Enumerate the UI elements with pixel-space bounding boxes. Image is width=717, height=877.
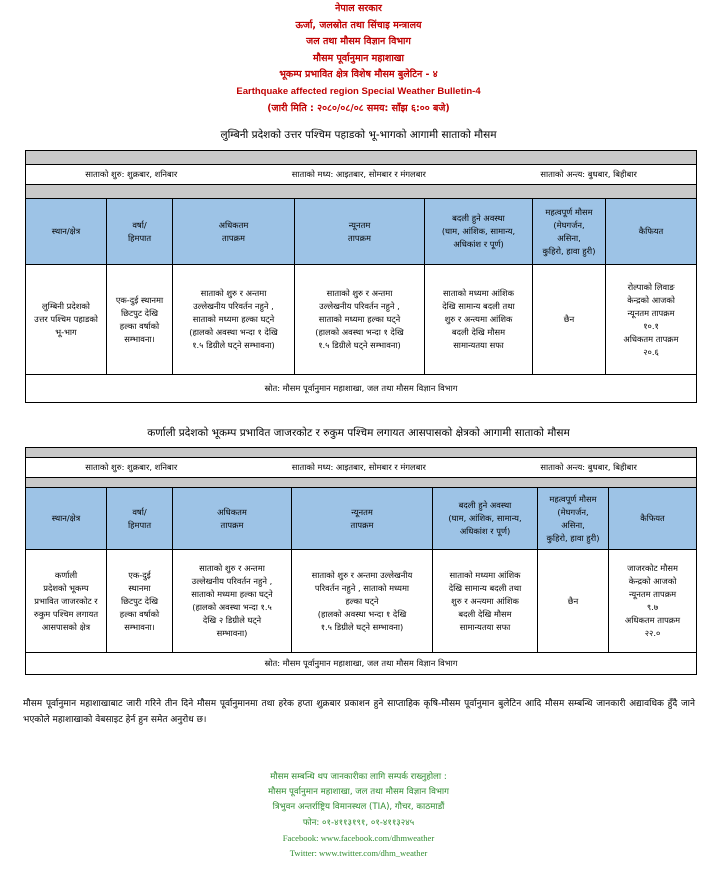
col-tmax <box>173 488 292 550</box>
cell-line: उल्लेखनीय परिवर्तन नहुने , <box>191 576 273 586</box>
cell-line: रोल्पाको लिवाङ <box>627 281 675 292</box>
source-note: स्रोत: मौसम पूर्वानुमान महाशाखा, जल तथा मौसम विज्ञान विभाग <box>26 375 697 403</box>
cell-line: कुहिरो, हावा हुरी) <box>546 532 600 543</box>
week-end: साताको अन्त्य: बुधबार, बिहीबार <box>540 169 637 179</box>
col-cloud <box>425 199 533 265</box>
cell-line: न्यूनतम तापक्रम <box>628 589 677 599</box>
col-cloud <box>433 488 538 550</box>
cell-line: स्थानमा <box>128 582 151 593</box>
cell-line: बदली हुने अवस्था <box>452 213 505 223</box>
cell-cloud <box>433 550 538 653</box>
cell-tmin <box>292 550 433 653</box>
cell-line: परिवर्तन नहुने , साताको मध्यमा <box>314 582 410 593</box>
cell-line: लुम्बिनी प्रदेशको <box>42 301 90 311</box>
week-row <box>26 458 697 478</box>
col-tmin <box>292 488 433 550</box>
cell-line: प्रभावित जाजरकोट र <box>34 595 98 606</box>
cell-line: साताको शुरु र अन्तमा <box>200 288 267 298</box>
grey-band <box>26 185 697 199</box>
cell-line: साताको मध्यमा हल्का घट्ने <box>192 314 275 324</box>
govt-name: नेपाल सरकार <box>335 3 382 14</box>
cell-significant: छैन <box>533 265 606 375</box>
cell-line: सम्भावना) <box>216 628 248 638</box>
cell-line: साताको मध्यमा हल्का घट्ने <box>191 589 273 599</box>
cell-line: बदली हुने अवस्था <box>458 500 512 510</box>
source-note: स्रोत: मौसम पूर्वानुमान महाशाखा, जल तथा मौसम विज्ञान विभाग <box>26 653 697 675</box>
cell-line: अधिकतम तापक्रम <box>624 615 681 625</box>
cell-line: १.५ डिग्रीले घट्ने सम्भावना) <box>320 621 404 632</box>
cell-line: तापक्रम <box>220 519 244 530</box>
contact-address: त्रिभुवन अन्तर्राष्ट्रिय विमानस्थल (TIA), गौचर, काठमाडौं <box>272 802 445 813</box>
issue-date: (जारी मिति : २०८०/०८/०८ समय: साँझ ६:०० बजे) <box>267 102 450 114</box>
cell-line: न्यूनतम <box>348 219 371 230</box>
cell-line: कर्णाली <box>54 569 78 580</box>
cell-line: बदली देखि मौसम <box>458 608 512 619</box>
col-location: स्थान/क्षेत्र <box>26 199 107 265</box>
col-significant <box>533 199 606 265</box>
col-tmin <box>295 199 425 265</box>
bulletin-title-en: Earthquake affected region Special Weather Bulletin-4 <box>236 85 481 97</box>
contact-division: मौसम पूर्वानुमान महाशाखा, जल तथा मौसम विज्ञान विभाग <box>268 787 449 798</box>
cell-line: हिमपात <box>127 519 152 530</box>
cell-line: अधिकतम तापक्रम <box>623 333 679 344</box>
section2-table <box>25 447 697 675</box>
cell-line: महत्वपूर्ण मौसम <box>545 206 593 217</box>
cell-significant: छैन <box>538 550 609 653</box>
website-note: मौसम पूर्वानुमान महाशाखाबाट जारी गरिने तीन दिने मौसम पूर्वानुमानमा तथा हरेक हप्ता शुक्रबार प्रकाशन हुने साप्ताहिक कृषि-मौसम पूर्वानुमान बुलेटिन आदि मौसम सम्बन्धि जानकारी अद्यावधिक हुँदै जाने भएकोले महाशाखाको वेबसाइट हेर्न हुन समेत अनुरोध छ। <box>23 699 695 725</box>
cell-line: तापक्रम <box>348 232 371 243</box>
cell-line: देखि २ डिग्रीले घट्ने <box>202 615 262 625</box>
cell-line: देखि सामान्य बदली तथा <box>442 301 515 311</box>
cell-location <box>26 265 107 375</box>
contact-block <box>0 770 717 861</box>
department-name: जल तथा मौसम विज्ञान विभाग <box>306 36 411 48</box>
cell-line: वर्षा/ <box>132 219 147 230</box>
cell-line: १०.१ <box>643 320 659 331</box>
cell-line: बदली देखि मौसम <box>451 327 506 337</box>
cell-line: महत्वपूर्ण मौसम <box>549 493 597 504</box>
cell-line: (हालको अवस्था भन्दा १ देखि <box>317 608 407 619</box>
contact-intro: मौसम सम्बन्धि थप जानकारीका लागि सम्पर्क राख्नुहोला : <box>270 772 447 782</box>
cell-line: शुरु र अन्त्यमा आंशिक <box>451 595 519 606</box>
cell-line: एक-दुई <box>128 569 151 580</box>
grey-band <box>26 478 697 488</box>
week-row <box>26 165 697 185</box>
cell-line: भू-भाग <box>55 327 77 337</box>
cell-line: १.५ डिग्रीले घट्ने सम्भावना) <box>318 340 401 350</box>
cell-line: असिना, <box>557 232 581 243</box>
cell-line: न्यूनतम <box>351 506 373 517</box>
col-significant <box>538 488 609 550</box>
cell-line: अधिकांश र पूर्ण) <box>453 239 504 249</box>
cell-line: (हालको अवस्था भन्दा १.५ <box>192 602 272 612</box>
week-mid: साताको मध्य: आइतबार, सोमबार र मंगलबार <box>291 169 426 179</box>
ministry-name: ऊर्जा, जलस्रोत तथा सिंचाइ मन्त्रालय <box>295 19 422 31</box>
cell-line: उत्तर पश्चिम पहाडको <box>34 314 98 324</box>
cell-line: हल्का वर्षाको <box>119 608 160 619</box>
cell-line: अधिकांश र पूर्ण) <box>459 526 511 536</box>
cell-line: हल्का वर्षाको <box>119 320 160 331</box>
cell-line: २२.० <box>644 628 661 638</box>
cell-rain <box>107 550 173 653</box>
cell-line: ९.७ <box>646 602 659 612</box>
cell-line: प्रदेशको भूकम्प <box>43 582 89 593</box>
cell-line: अधिकतम <box>217 506 247 517</box>
cell-line: न्यूनतम तापक्रम <box>627 307 675 318</box>
cell-line: सामान्यतया सफा <box>453 340 504 350</box>
cell-line: एक-दुई स्थानमा <box>115 294 164 305</box>
cell-line: साताको शुरु र अन्तमा <box>326 288 393 298</box>
cell-line: कुहिरो, हावा हुरी) <box>542 245 596 256</box>
cell-line: (मेघगर्जन, <box>553 219 585 230</box>
cell-line: (हालको अवस्था भन्दा १ देखि <box>189 327 278 337</box>
cell-line: (मेघगर्जन, <box>557 506 589 517</box>
cell-line: साताको शुरु र अन्तमा <box>199 563 265 573</box>
cell-line: २०.६ <box>643 346 659 357</box>
cell-line: उल्लेखनीय परिवर्तन नहुने , <box>319 301 400 311</box>
col-remarks: कैफियत <box>606 199 697 265</box>
contact-phone: फोन: ०१-४११३१९१, ०१-४११३२४५ <box>302 817 415 828</box>
cell-line: सामान्यतया सफा <box>459 621 511 632</box>
cell-line: (घाम, आंशिक, सामान्य, <box>448 513 522 523</box>
cell-cloud <box>425 265 533 375</box>
cell-line: केन्द्रको आजको <box>627 294 675 305</box>
section1-title: लुम्बिनी प्रदेशको उत्तर पश्चिम पहाडको भू-भागको आगामी साताको मौसम <box>220 129 497 141</box>
cell-line: केन्द्रको आजको <box>628 576 677 586</box>
section1-table <box>25 150 697 403</box>
cell-line: (हालको अवस्था भन्दा १ देखि <box>315 327 404 337</box>
cell-line: तापक्रम <box>222 232 245 243</box>
cell-line: साताको मध्यमा आंशिक <box>449 569 521 580</box>
bulletin-header <box>0 0 717 117</box>
cell-line: (घाम, आंशिक, सामान्य, <box>441 226 516 236</box>
cell-line: साताको मध्यमा आंशिक <box>442 288 515 298</box>
grey-band <box>26 448 697 458</box>
week-start: साताको शुरु: शुक्रबार, शनिबार <box>85 169 178 179</box>
cell-rain <box>107 265 173 375</box>
cell-line: जाजरकोट मौसम <box>627 563 678 573</box>
cell-line: उल्लेखनीय परिवर्तन नहुने , <box>193 301 274 311</box>
cell-line: हल्का घट्ने <box>345 595 379 606</box>
cell-line: १.५ डिग्रीले घट्ने सम्भावना) <box>192 340 275 350</box>
cell-line: साताको शुरु र अन्तमा उल्लेखनीय <box>311 569 413 580</box>
week-end: साताको अन्त्य: बुधबार, बिहीबार <box>540 462 637 472</box>
cell-line: साताको मध्यमा हल्का घट्ने <box>318 314 401 324</box>
col-rain <box>107 488 173 550</box>
cell-tmax <box>173 265 295 375</box>
cell-location <box>26 550 107 653</box>
cell-line: शुरु र अन्त्यमा आंशिक <box>444 314 513 324</box>
cell-line <box>28 461 694 474</box>
cell-line: छिटपुट देखि <box>120 307 159 318</box>
cell-line: आसपासको क्षेत्र <box>41 621 91 632</box>
cell-remarks <box>609 550 697 653</box>
cell-line: तापक्रम <box>350 519 374 530</box>
grey-band <box>26 151 697 165</box>
bulletin-title-np: भूकम्प प्रभावित क्षेत्र विशेष मौसम बुलेटिन - ४ <box>279 69 438 81</box>
cell-line: असिना, <box>561 519 585 530</box>
cell-line: छिटपुट देखि <box>120 595 159 606</box>
col-rain <box>107 199 173 265</box>
cell-line: रुकुम पश्चिम लगायत <box>33 608 99 619</box>
facebook-link[interactable]: Facebook: www.facebook.com/dhmweather <box>282 832 435 843</box>
cell-tmax <box>173 550 292 653</box>
cell-line: सम्भावना। <box>124 333 155 344</box>
week-mid: साताको मध्य: आइतबार, सोमबार र मंगलबार <box>291 462 426 472</box>
cell-remarks <box>606 265 697 375</box>
section2-title: कर्णाली प्रदेशको भूकम्प प्रभावित जाजरकोट र रुकुम पश्चिम लगायत आसपासको क्षेत्रको आगामी साताको मौसम <box>147 427 570 439</box>
col-location: स्थान/क्षेत्र <box>26 488 107 550</box>
cell-line: अधिकतम <box>218 219 249 230</box>
cell-line: वर्षा/ <box>132 506 147 517</box>
week-start: साताको शुरु: शुक्रबार, शनिबार <box>85 462 178 472</box>
col-remarks: कैफियत <box>609 488 697 550</box>
division-name: मौसम पूर्वानुमान महाशाखा <box>312 52 405 64</box>
cell-line: देखि सामान्य बदली तथा <box>448 582 522 593</box>
twitter-link[interactable]: Twitter: www.twitter.com/dhm_weather <box>289 848 428 859</box>
cell-line: सम्भावना। <box>124 621 155 632</box>
cell-line <box>28 168 694 181</box>
cell-line: हिमपात <box>127 232 152 243</box>
col-tmax <box>173 199 295 265</box>
cell-tmin <box>295 265 425 375</box>
